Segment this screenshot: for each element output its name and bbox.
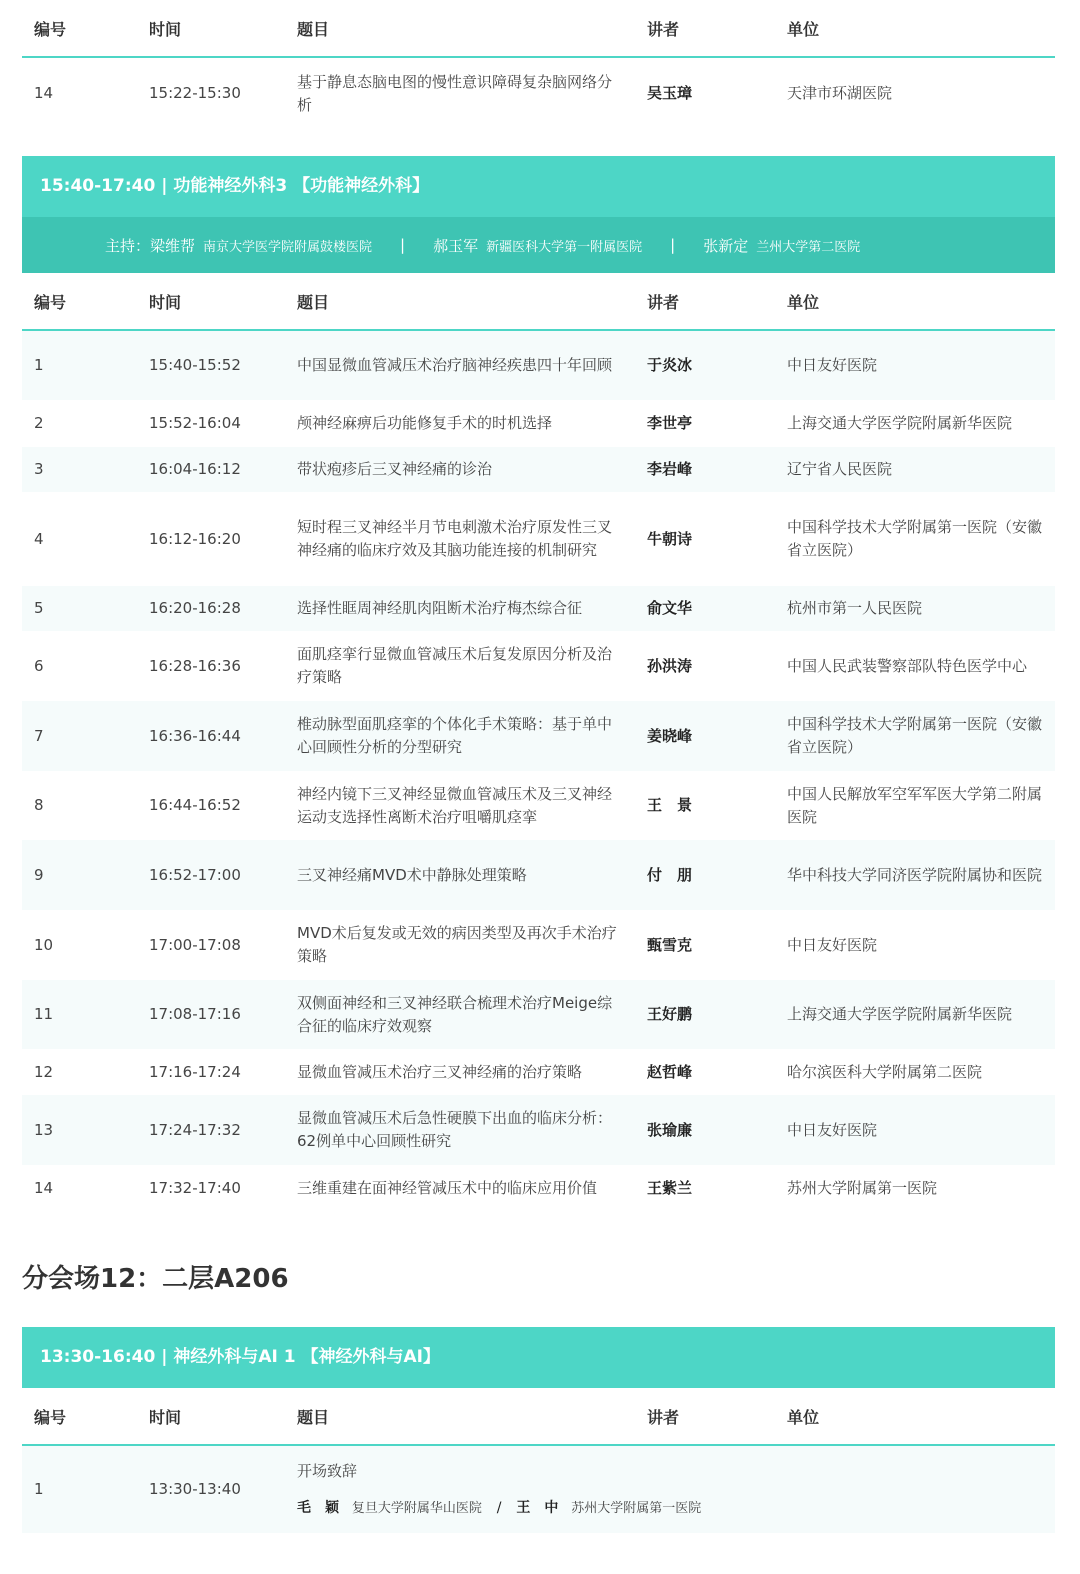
header-title: 题目 — [297, 1407, 330, 1427]
header-speaker: 讲者 — [647, 292, 680, 312]
row-speaker: 赵哲峰 — [647, 1062, 693, 1081]
top-schedule-table — [22, 0, 1055, 129]
header-speaker: 讲者 — [647, 1407, 680, 1427]
header-title: 题目 — [297, 19, 330, 39]
table-header-row — [22, 273, 1055, 330]
table-row — [22, 840, 1055, 910]
row-num: 2 — [34, 414, 44, 432]
row-time: 15:22-15:30 — [149, 84, 241, 102]
row-num: 10 — [34, 935, 54, 954]
row-title: 面肌痉挛行显微血管减压术后复发原因分析及治疗策略 — [297, 645, 613, 686]
host-label: 主持： — [105, 236, 151, 255]
row-title: 中国显微血管减压术治疗脑神经疾患四十年回顾 — [297, 356, 613, 374]
row-speaker: 李世亭 — [647, 414, 693, 432]
host-bar — [22, 217, 1055, 273]
host-separator: | — [400, 236, 406, 254]
row-num: 14 — [34, 1178, 54, 1197]
row-time: 16:44-16:52 — [149, 796, 241, 814]
row-num: 11 — [34, 1005, 54, 1023]
table-row — [22, 910, 1055, 980]
row-org: 中日友好医院 — [787, 935, 878, 954]
schedule-table — [22, 273, 1055, 1211]
header-org: 单位 — [787, 292, 820, 312]
row-title: 选择性眶周神经肌肉阻断术治疗梅杰综合征 — [297, 599, 583, 617]
table-row — [22, 447, 1055, 492]
table-row — [22, 631, 1055, 701]
row-time: 16:20-16:28 — [149, 599, 241, 617]
session-header: 15:40-17:40 | 功能神经外科3 【功能神经外科】 — [22, 156, 1055, 217]
row-num: 1 — [34, 356, 44, 374]
row-org: 上海交通大学医学院附属新华医院 — [787, 414, 1013, 432]
row-speaker: 甄雪克 — [647, 935, 693, 954]
host-name: 张新定 — [703, 236, 749, 255]
header-num: 编号 — [34, 1407, 67, 1427]
host-org: 南京大学医学院附属鼓楼医院 — [203, 239, 373, 255]
speaker-name: 毛 颖 — [297, 1499, 339, 1516]
header-org: 单位 — [787, 1407, 820, 1427]
table-row — [22, 771, 1055, 840]
host-name: 郝玉军 — [433, 236, 479, 255]
row-time: 16:12-16:20 — [149, 529, 241, 548]
row-speaker: 王好鹏 — [647, 1005, 693, 1023]
table-row — [22, 701, 1055, 771]
row-title: 椎动脉型面肌痉挛的个体化手术策略：基于单中心回顾性分析的分型研究 — [297, 715, 613, 756]
row-title: 基于静息态脑电图的慢性意识障碍复杂脑网络分析 — [297, 72, 613, 114]
schedule-table — [22, 1388, 1055, 1533]
table-row — [22, 492, 1055, 586]
header-title: 题目 — [297, 292, 330, 312]
row-title: 开场致辞 — [297, 1461, 358, 1480]
row-speaker: 李岩峰 — [647, 460, 693, 478]
row-time: 17:32-17:40 — [149, 1178, 241, 1197]
speaker-name: 王 中 — [516, 1499, 559, 1516]
host-name: 梁维帮 — [150, 236, 196, 255]
row-title: 带状疱疹后三叉神经痛的诊治 — [297, 460, 493, 478]
speaker-separator: / — [496, 1499, 502, 1516]
row-speaker: 于炎冰 — [647, 356, 693, 374]
table-row — [22, 400, 1055, 447]
row-org: 中国人民解放军空军军医大学第二附属医院 — [787, 784, 1043, 826]
row-speaker: 付 朋 — [647, 865, 693, 884]
row-org: 中日友好医院 — [787, 356, 878, 374]
row-time: 17:00-17:08 — [149, 935, 241, 954]
row-title: 短时程三叉神经半月节电刺激术治疗原发性三叉神经痛的临床疗效及其脑功能连接的机制研究 — [297, 518, 613, 559]
row-org: 华中科技大学同济医学院附属协和医院 — [787, 865, 1043, 884]
table-row — [22, 57, 1055, 129]
row-num: 12 — [34, 1062, 54, 1081]
venue-title: 分会场12：二层A206 — [22, 1264, 289, 1294]
table-row — [22, 586, 1055, 631]
row-num: 5 — [34, 599, 44, 617]
row-title: 显微血管减压术治疗三叉神经痛的治疗策略 — [297, 1062, 583, 1081]
row-title: 三叉神经痛MVD术中静脉处理策略 — [297, 865, 527, 884]
row-org: 哈尔滨医科大学附属第二医院 — [787, 1062, 983, 1081]
table-row — [22, 330, 1055, 400]
header-num: 编号 — [34, 292, 67, 312]
table-row — [22, 1095, 1055, 1165]
host-org: 新疆医科大学第一附属医院 — [486, 239, 643, 255]
row-org: 中国人民武装警察部队特色医学中心 — [787, 656, 1028, 675]
session-header: 13:30-16:40 | 神经外科与AI 1 【神经外科与AI】 — [22, 1327, 1055, 1388]
table-header-row — [22, 0, 1055, 57]
session-neurosurgery-ai — [22, 1327, 1055, 1533]
table-row — [22, 1165, 1055, 1211]
row-title: 神经内镜下三叉神经显微血管减压术及三叉神经运动支选择性离断术治疗咀嚼肌痉挛 — [297, 784, 613, 826]
speaker-org: 复旦大学附属华山医院 — [351, 1500, 482, 1516]
row-speaker: 姜晓峰 — [647, 726, 693, 745]
row-title: 双侧面神经和三叉神经联合梳理术治疗Meige综合征的临床疗效观察 — [297, 993, 613, 1035]
row-org: 中国科学技术大学附属第一医院（安徽省立医院） — [787, 518, 1043, 559]
header-time: 时间 — [149, 19, 182, 39]
row-num: 8 — [34, 796, 44, 814]
row-time: 15:40-15:52 — [149, 356, 241, 374]
row-time: 16:36-16:44 — [149, 726, 241, 745]
row-time: 17:08-17:16 — [149, 1005, 241, 1023]
speaker-org: 苏州大学附属第一医院 — [571, 1500, 702, 1516]
table-row — [22, 1445, 1055, 1533]
row-org: 中国科学技术大学附属第一医院（安徽省立医院） — [787, 715, 1043, 756]
row-time: 16:04-16:12 — [149, 460, 241, 478]
row-time: 16:28-16:36 — [149, 656, 241, 675]
header-time: 时间 — [149, 1407, 182, 1427]
row-time: 13:30-13:40 — [149, 1480, 241, 1498]
row-time: 16:52-17:00 — [149, 865, 241, 884]
row-num: 3 — [34, 460, 44, 478]
row-num: 4 — [34, 529, 44, 548]
row-speaker: 吴玉璋 — [647, 84, 693, 102]
row-time: 17:16-17:24 — [149, 1062, 241, 1081]
row-time: 15:52-16:04 — [149, 414, 241, 432]
row-org: 天津市环湖医院 — [787, 84, 893, 102]
header-time: 时间 — [149, 292, 182, 312]
session-functional-neurosurgery — [22, 156, 1055, 1211]
row-title-cell — [297, 1445, 1055, 1533]
row-num: 1 — [34, 1480, 44, 1498]
row-title: 三维重建在面神经管减压术中的临床应用价值 — [297, 1178, 598, 1197]
row-speaker: 牛朝诗 — [647, 529, 693, 548]
row-title: 显微血管减压术后急性硬膜下出血的临床分析：62例单中心回顾性研究 — [297, 1109, 613, 1150]
row-num: 6 — [34, 656, 44, 675]
table-row — [22, 1049, 1055, 1095]
table-header-row — [22, 1388, 1055, 1445]
row-speaker: 张瑜廉 — [647, 1120, 693, 1139]
header-num: 编号 — [34, 19, 67, 39]
row-title: MVD术后复发或无效的病因类型及再次手术治疗策略 — [297, 924, 617, 965]
row-num: 14 — [34, 84, 54, 102]
row-speaker: 俞文华 — [647, 599, 693, 617]
row-org: 杭州市第一人民医院 — [787, 599, 923, 617]
row-org: 中日友好医院 — [787, 1120, 878, 1139]
row-org: 上海交通大学医学院附属新华医院 — [787, 1005, 1013, 1023]
table-row — [22, 980, 1055, 1049]
row-title: 颅神经麻痹后功能修复手术的时机选择 — [297, 414, 553, 432]
row-org: 辽宁省人民医院 — [787, 460, 893, 478]
host-separator: | — [670, 236, 676, 254]
row-speaker: 王 景 — [647, 796, 693, 814]
row-time: 17:24-17:32 — [149, 1120, 241, 1139]
header-org: 单位 — [787, 19, 820, 39]
row-num: 13 — [34, 1120, 54, 1139]
row-org: 苏州大学附属第一医院 — [787, 1178, 938, 1197]
row-num: 9 — [34, 865, 44, 884]
header-speaker: 讲者 — [647, 19, 680, 39]
row-num: 7 — [34, 726, 44, 745]
row-speaker: 孙洪涛 — [647, 656, 693, 675]
row-speaker: 王紫兰 — [647, 1178, 693, 1197]
host-org: 兰州大学第二医院 — [756, 239, 861, 255]
row-speakers — [297, 1497, 1055, 1520]
